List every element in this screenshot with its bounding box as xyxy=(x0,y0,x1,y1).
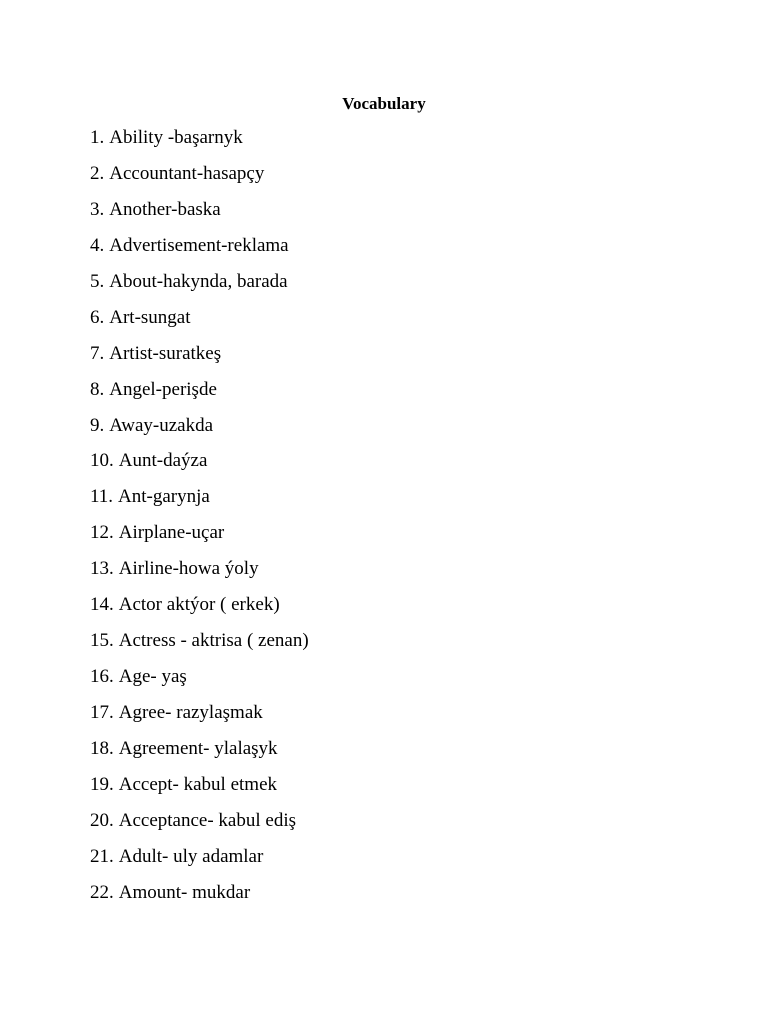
item-text: Ant-garynja xyxy=(118,486,210,508)
item-number: 22. xyxy=(90,881,114,903)
vocabulary-item xyxy=(90,342,309,378)
item-number: 6. xyxy=(90,306,105,328)
vocabulary-item xyxy=(90,378,309,414)
item-number: 3. xyxy=(90,198,105,220)
vocabulary-item xyxy=(90,593,309,629)
item-number: 10. xyxy=(90,450,114,472)
item-number: 16. xyxy=(90,666,114,688)
item-text: About-hakynda, barada xyxy=(109,270,288,292)
item-number: 9. xyxy=(90,414,105,436)
item-text: Away-uzakda xyxy=(109,414,214,436)
vocabulary-item xyxy=(90,845,309,881)
document-title: Vocabulary xyxy=(342,94,426,113)
item-text: Amount- mukdar xyxy=(118,881,251,903)
vocabulary-item xyxy=(90,126,309,162)
item-text: Acceptance- kabul ediş xyxy=(118,809,296,831)
item-text: Airline-howa ýoly xyxy=(118,558,259,580)
item-number: 17. xyxy=(90,702,114,723)
item-number: 13. xyxy=(90,558,114,580)
item-text: Art-sungat xyxy=(109,306,191,328)
item-text: Artist-suratkeş xyxy=(109,342,222,364)
item-number: 18. xyxy=(90,737,114,759)
vocabulary-item xyxy=(90,162,309,198)
item-text: Adult- uly adamlar xyxy=(118,845,264,867)
vocabulary-item xyxy=(90,521,309,557)
item-text: Angel-perişde xyxy=(109,378,217,400)
item-number: 15. xyxy=(90,630,114,652)
vocabulary-item xyxy=(90,881,309,917)
item-text: Age- yaş xyxy=(118,666,187,688)
item-text: Actor aktýor ( erkek) xyxy=(118,594,280,616)
item-text: Airplane-uçar xyxy=(118,522,225,544)
item-number: 20. xyxy=(90,809,114,831)
item-number: 2. xyxy=(90,162,105,184)
vocabulary-item xyxy=(90,665,309,701)
item-number: 7. xyxy=(90,342,105,364)
item-number: 11. xyxy=(90,486,114,508)
item-text: Advertisement-reklama xyxy=(109,234,289,256)
vocabulary-item xyxy=(90,773,309,809)
item-text: Ability -başarnyk xyxy=(109,127,243,148)
vocabulary-item xyxy=(90,270,309,306)
vocabulary-item xyxy=(90,198,309,234)
vocabulary-item xyxy=(90,234,309,270)
item-text: Another-baska xyxy=(109,198,221,220)
item-number: 4. xyxy=(90,234,105,256)
item-number: 12. xyxy=(90,522,114,544)
item-number: 1. xyxy=(90,127,105,148)
item-text: Aunt-daýza xyxy=(118,450,208,472)
vocabulary-item xyxy=(90,485,309,521)
vocabulary-item xyxy=(90,306,309,342)
item-number: 5. xyxy=(90,270,105,292)
item-text: Agreement- ylalaşyk xyxy=(118,737,278,759)
vocabulary-item xyxy=(90,629,309,665)
vocabulary-item xyxy=(90,737,309,773)
vocabulary-item xyxy=(90,414,309,450)
vocabulary-item xyxy=(90,449,309,485)
vocabulary-item xyxy=(90,809,309,845)
item-text: Accountant-hasapçy xyxy=(109,162,265,184)
vocabulary-list xyxy=(90,126,309,917)
item-text: Agree- razylaşmak xyxy=(118,702,263,723)
item-text: Actress - aktrisa ( zenan) xyxy=(118,630,309,652)
item-text: Accept- kabul etmek xyxy=(118,773,278,795)
vocabulary-item xyxy=(90,701,309,737)
item-number: 14. xyxy=(90,594,114,616)
item-number: 19. xyxy=(90,773,114,795)
vocabulary-item xyxy=(90,557,309,593)
item-number: 8. xyxy=(90,378,105,400)
item-number: 21. xyxy=(90,845,114,867)
